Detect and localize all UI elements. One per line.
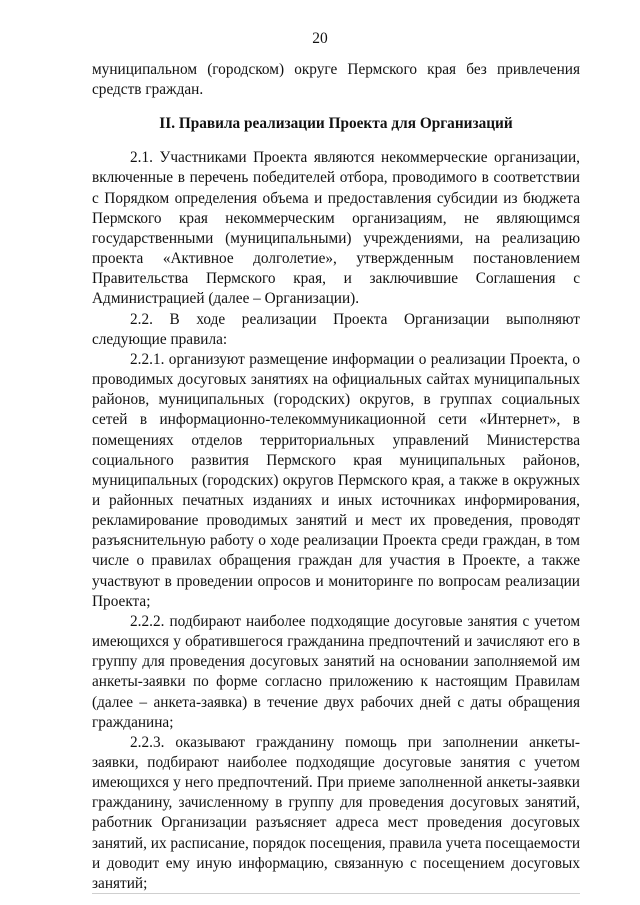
scan-edge-line <box>92 893 580 894</box>
document-body <box>92 60 580 894</box>
intro-paragraph: муниципальном (городском) округе Пермского края без привлечения средств граждан. <box>92 61 580 99</box>
page-number: 20 <box>312 30 328 47</box>
paragraph-2-2-2: 2.2.2. подбирают наиболее подходящие досуговые занятия с учетом имеющихся у обратившегося гражданина предпочтений и зачисляют его в группу для проведения досуговых занятий на основании заполняемой им анкеты-заявки по форме согласно приложению к настоящим Правилам (далее – анкета-заявка) в течение двух рабочих дней с даты обращения гражданина; <box>92 612 580 731</box>
paragraph-2-1: 2.1. Участниками Проекта являются некоммерческие организации, включенные в перечень победителей отбора, проводимого в соответствии с Порядком определения объема и предоставления субсидии из бюджета Пермского края некоммерческим организациям, не являющимся государственными (муниципальными) учреждениями, на реализацию проекта «Активное долголетие», утвержденным постановлением Правительства Пермского края, и заключившие Соглашения с Администрацией (далее – Организации). <box>92 149 580 308</box>
paragraph-2-2-3: 2.2.3. оказывают гражданину помощь при заполнении анкеты-заявки, подбирают наиболее подходящие досуговые занятия с учетом имеющихся у него предпочтений. При приеме заполненной анкеты-заявки гражданину, зачисленному в группу для проведения досуговых занятий, работник Организации разъясняет адреса мест проведения досуговых занятий, их расписание, порядок посещения, правила учета посещаемости и доводит ему иную информацию, связанную с посещением досуговых занятий; <box>92 733 581 892</box>
section-title: II. Правила реализации Проекта для Организаций <box>159 115 513 133</box>
paragraph-2-2: 2.2. В ходе реализации Проекта Организации выполняют следующие правила: <box>92 310 580 348</box>
paragraph-2-2-1: 2.2.1. организуют размещение информации о реализации Проекта, о проводимых досуговых занятиях на официальных сайтах муниципальных районов, муниципальных (городских) округов, в группах социальных сетей в информационно-телекоммуникационной сети «Интернет», в помещениях отделов территориальных управлений Министерства социального развития Пермского края муниципальных районов, муниципальных (городских) округов Пермского края, а также в окружных и районных печатных изданиях и иных источниках информирования, рекламирование проводимых занятий и мест их проведения, проводят разъяснительную работу о ходе реализации Проекта среди граждан, в том числе о правилах обращения граждан для участия в Проекте, а также участвуют в проведении опросов и мониторинге по вопросам реализации Проекта; <box>92 350 580 610</box>
